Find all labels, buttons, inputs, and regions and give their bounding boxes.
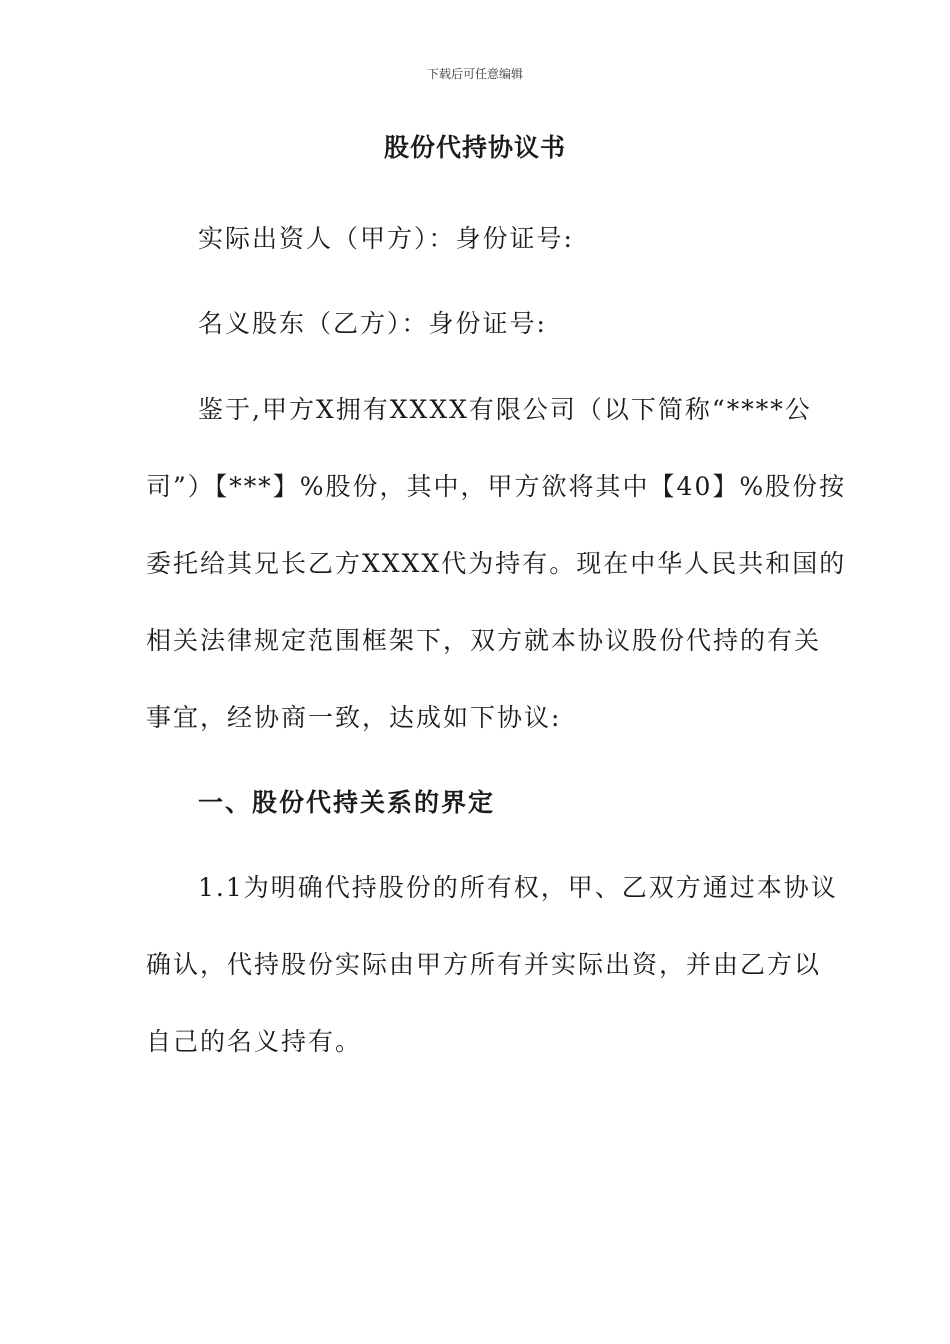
clause-1-1-line-1: 1.1为明确代持股份的所有权，甲、乙双方通过本协议 [198,873,838,902]
recital-line-2: 司”）【***】%股份，其中，甲方欲将其中【40】%股份按 [146,472,847,501]
section-heading: 一、股份代持关系的界定 [198,788,496,817]
document-body [146,200,847,1080]
spacer [146,362,806,371]
clause-1-1-line-3: 自己的名义持有。 [146,1027,363,1056]
spacer [146,841,806,849]
recital-line-3: 委托给其兄长乙方XXXX代为持有。现在中华人民共和国的 [146,549,847,578]
spacer [146,756,806,764]
page-title: 股份代持协议书 [383,133,566,162]
header-note: 下载后可任意编辑 [426,67,523,81]
party-a-line: 实际出资人（甲方）：身份证号: [198,224,574,253]
recital-line-5: 事宜，经协商一致，达成如下协议: [146,703,562,732]
party-b-line: 名义股东（乙方）：身份证号: [198,309,547,338]
recital-line-1: 鉴于,甲方X拥有XXXX有限公司（以下简称“****公 [198,395,812,424]
spacer [146,277,806,285]
recital-line-4: 相关法律规定范围框架下，双方就本协议股份代持的有关 [146,626,822,655]
clause-1-1-line-2: 确认，代持股份实际由甲方所有并实际出资，并由乙方以 [146,950,822,979]
